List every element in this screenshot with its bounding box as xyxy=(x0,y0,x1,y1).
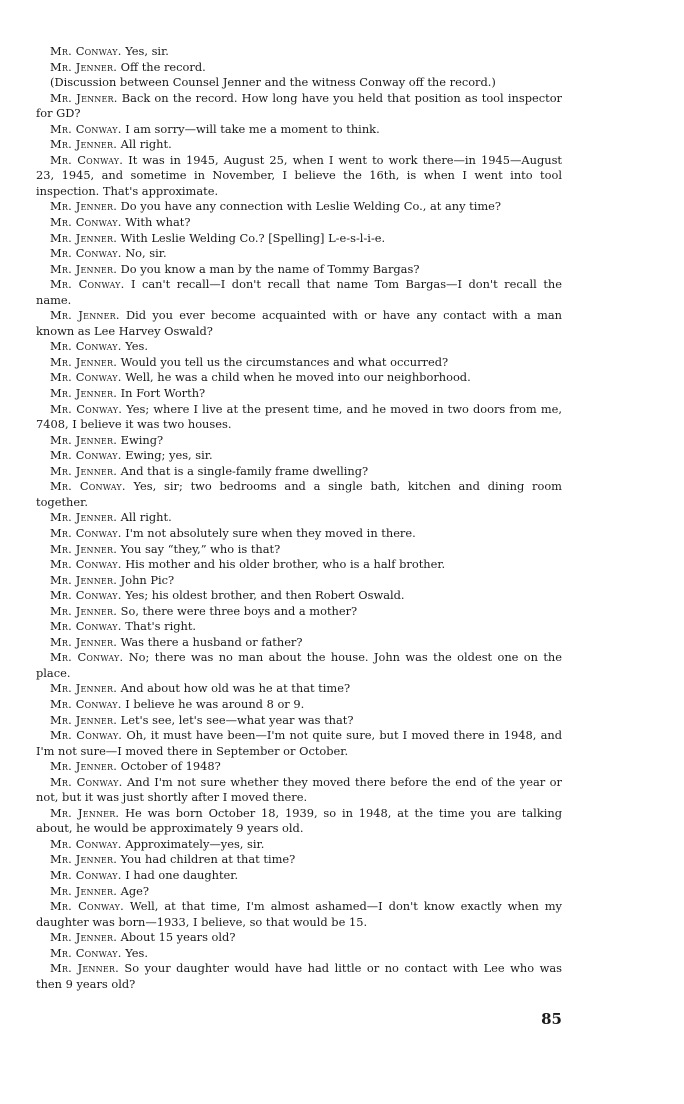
page-number: 85 xyxy=(541,1010,562,1028)
spoken-text: Back on the record. How long have you held that position as tool inspector for GD? xyxy=(36,90,562,121)
spoken-text: His mother and his older brother, who is a half brother. xyxy=(125,557,446,572)
testimony-paragraph xyxy=(36,199,562,215)
speaker-name: Mr. Jenner. xyxy=(50,59,118,74)
testimony-paragraph xyxy=(36,479,562,510)
spoken-text: Yes, sir; two bedrooms and a single bath, kitchen and dining room together. xyxy=(36,479,562,509)
spoken-text: It was in 1945, August 25, when I went to work there—in 1945—August 23, 1945, and sometime in November, I believe the 16th, is when I went into tool inspection. That's approximate. xyxy=(36,152,562,198)
speaker-name: Mr. Conway. xyxy=(50,728,123,743)
speaker-name: Mr. Jenner. xyxy=(50,510,118,525)
spoken-text: Was there a husband or father? xyxy=(120,634,303,649)
testimony-paragraph xyxy=(36,386,562,402)
testimony-paragraph xyxy=(36,619,562,635)
spoken-text: That's right. xyxy=(125,619,197,634)
speaker-name: Mr. Jenner. xyxy=(50,230,118,245)
speaker-name: Mr. Jenner. xyxy=(50,386,118,401)
spoken-text: Ewing; yes, sir. xyxy=(125,448,213,463)
speaker-name: Mr. Conway. xyxy=(50,557,122,572)
testimony-paragraph xyxy=(36,930,562,946)
testimony-transcript xyxy=(36,44,562,992)
testimony-paragraph xyxy=(36,635,562,651)
spoken-text: Well, he was a child when he moved into our neighborhood. xyxy=(125,370,471,385)
testimony-paragraph xyxy=(36,899,562,930)
speaker-name: Mr. Conway. xyxy=(50,339,122,354)
speaker-name: Mr. Jenner. xyxy=(50,261,118,276)
speaker-name: Mr. Conway. xyxy=(50,246,122,261)
speaker-name: Mr. Jenner. xyxy=(50,852,118,867)
testimony-paragraph xyxy=(36,961,562,992)
spoken-text: And about how old was he at that time? xyxy=(120,681,351,696)
speaker-name: Mr. Jenner. xyxy=(50,137,118,152)
spoken-text: Yes, sir. xyxy=(125,44,169,58)
testimony-paragraph xyxy=(36,448,562,464)
speaker-name: Mr. Conway. xyxy=(50,619,122,634)
transcript-page xyxy=(36,44,562,992)
spoken-text: About 15 years old? xyxy=(120,930,236,945)
testimony-paragraph xyxy=(36,573,562,589)
speaker-name: Mr. Conway. xyxy=(50,121,122,136)
testimony-paragraph xyxy=(36,526,562,542)
spoken-text: Approximately—yes, sir. xyxy=(125,836,265,851)
speaker-name: Mr. Jenner. xyxy=(50,308,120,323)
speaker-name: Mr. Conway. xyxy=(50,152,124,167)
testimony-paragraph xyxy=(36,946,562,962)
spoken-text: Do you have any connection with Leslie Welding Co., at any time? xyxy=(120,199,502,214)
speaker-name: Mr. Jenner. xyxy=(50,463,118,478)
testimony-paragraph xyxy=(36,402,562,433)
speaker-name: Mr. Jenner. xyxy=(50,712,118,727)
spoken-text: Yes; his oldest brother, and then Robert Oswald. xyxy=(125,588,405,603)
testimony-paragraph xyxy=(36,759,562,775)
testimony-paragraph xyxy=(36,370,562,386)
testimony-paragraph xyxy=(36,868,562,884)
spoken-text: (Discussion between Counsel Jenner and the witness Conway off the record.) xyxy=(50,75,496,90)
speaker-name: Mr. Conway. xyxy=(50,215,122,230)
testimony-paragraph xyxy=(36,44,562,60)
spoken-text: And that is a single-family frame dwelling? xyxy=(120,463,369,478)
spoken-text: So, there were three boys and a mother? xyxy=(120,603,358,618)
speaker-name: Mr. Conway. xyxy=(50,588,122,603)
spoken-text: No; there was no man about the house. John was the oldest one on the place. xyxy=(36,650,563,680)
testimony-paragraph xyxy=(36,806,562,837)
speaker-name: Mr. Jenner. xyxy=(50,805,120,820)
spoken-text: So your daughter would have had little or no contact with Lee who was then 9 years old? xyxy=(36,961,562,991)
spoken-text: I'm not absolutely sure when they moved in there. xyxy=(125,525,416,540)
testimony-paragraph xyxy=(36,262,562,278)
testimony-paragraph xyxy=(36,852,562,868)
spoken-text: Oh, it must have been—I'm not quite sure, but I moved there in 1948, and I'm not sure—I moved there in September or October. xyxy=(36,728,562,758)
testimony-paragraph xyxy=(36,681,562,697)
speaker-name: Mr. Jenner. xyxy=(50,432,118,447)
testimony-paragraph xyxy=(36,277,562,308)
spoken-text: I believe he was around 8 or 9. xyxy=(125,696,305,711)
spoken-text: I had one daughter. xyxy=(125,867,239,882)
spoken-text: I can't recall—I don't recall that name Tom Bargas—I don't recall the name. xyxy=(36,277,562,307)
spoken-text: Would you tell us the circumstances and what occurred? xyxy=(120,354,449,369)
testimony-paragraph xyxy=(36,650,562,681)
spoken-text: In Fort Worth? xyxy=(120,386,206,401)
testimony-paragraph xyxy=(36,91,562,122)
testimony-paragraph xyxy=(36,713,562,729)
spoken-text: No, sir. xyxy=(125,246,167,261)
testimony-paragraph xyxy=(36,308,562,339)
spoken-text: Yes. xyxy=(125,945,148,960)
speaker-name: Mr. Jenner. xyxy=(50,603,118,618)
testimony-paragraph xyxy=(36,837,562,853)
spoken-text: Yes; where I live at the present time, and he moved in two doors from me, 7408, I believe it was two houses. xyxy=(36,401,562,432)
spoken-text: Off the record. xyxy=(120,59,206,74)
testimony-paragraph xyxy=(36,137,562,153)
spoken-text: All right. xyxy=(120,510,172,525)
testimony-paragraph xyxy=(36,355,562,371)
speaker-name: Mr. Conway. xyxy=(50,448,122,463)
speaker-name: Mr. Conway. xyxy=(50,899,124,914)
speaker-name: Mr. Conway. xyxy=(50,836,122,851)
testimony-paragraph xyxy=(36,246,562,262)
testimony-paragraph xyxy=(36,153,562,200)
speaker-name: Mr. Jenner. xyxy=(50,681,118,696)
spoken-text: Age? xyxy=(120,883,150,898)
speaker-name: Mr. Conway. xyxy=(50,696,122,711)
spoken-text: I am sorry—will take me a moment to think. xyxy=(125,121,380,136)
testimony-paragraph xyxy=(36,588,562,604)
spoken-text: Well, at that time, I'm almost ashamed—I don't know exactly when my daughter was born—1933, I believe, so that would be 15. xyxy=(36,899,562,929)
testimony-paragraph xyxy=(36,728,562,759)
speaker-name: Mr. Jenner. xyxy=(50,541,118,556)
spoken-text: Ewing? xyxy=(120,432,164,447)
testimony-paragraph xyxy=(36,542,562,558)
testimony-paragraph xyxy=(36,775,562,806)
testimony-paragraph xyxy=(36,464,562,480)
spoken-text: With Leslie Welding Co.? [Spelling] L-e-s-l-i-e. xyxy=(120,230,386,245)
spoken-text: You say “they,” who is that? xyxy=(120,541,281,556)
spoken-text: October of 1948? xyxy=(120,759,221,774)
speaker-name: Mr. Conway. xyxy=(50,401,123,416)
speaker-name: Mr. Jenner. xyxy=(50,759,118,774)
testimony-paragraph xyxy=(36,75,562,91)
speaker-name: Mr. Jenner. xyxy=(50,90,118,105)
spoken-text: He was born October 18, 1939, so in 1948, at the time you are talking about, he would be approximately 9 years old. xyxy=(36,805,562,836)
spoken-text: Did you ever become acquainted with or have any contact with a man known as Lee Harvey Oswald? xyxy=(36,308,562,338)
speaker-name: Mr. Jenner. xyxy=(50,354,118,369)
spoken-text: Yes. xyxy=(125,339,148,354)
speaker-name: Mr. Conway. xyxy=(50,370,122,385)
speaker-name: Mr. Conway. xyxy=(50,479,126,494)
testimony-paragraph xyxy=(36,604,562,620)
speaker-name: Mr. Jenner. xyxy=(50,961,119,976)
speaker-name: Mr. Jenner. xyxy=(50,930,118,945)
testimony-paragraph xyxy=(36,884,562,900)
speaker-name: Mr. Conway. xyxy=(50,650,124,665)
testimony-paragraph xyxy=(36,557,562,573)
speaker-name: Mr. Conway. xyxy=(50,945,122,960)
speaker-name: Mr. Conway. xyxy=(50,525,122,540)
spoken-text: You had children at that time? xyxy=(120,852,296,867)
speaker-name: Mr. Jenner. xyxy=(50,199,118,214)
testimony-paragraph xyxy=(36,697,562,713)
spoken-text: All right. xyxy=(120,137,172,152)
spoken-text: Do you know a man by the name of Tommy Bargas? xyxy=(120,261,420,276)
testimony-paragraph xyxy=(36,122,562,138)
spoken-text: And I'm not sure whether they moved there before the end of the year or not, but it was just shortly after I moved there. xyxy=(36,774,562,805)
speaker-name: Mr. Jenner. xyxy=(50,883,118,898)
speaker-name: Mr. Jenner. xyxy=(50,572,118,587)
speaker-name: Mr. Jenner. xyxy=(50,634,118,649)
testimony-paragraph xyxy=(36,231,562,247)
testimony-paragraph xyxy=(36,510,562,526)
testimony-paragraph xyxy=(36,215,562,231)
testimony-paragraph xyxy=(36,60,562,76)
spoken-text: Let's see, let's see—what year was that? xyxy=(120,712,354,727)
spoken-text: John Pic? xyxy=(120,572,175,587)
speaker-name: Mr. Conway. xyxy=(50,277,125,292)
speaker-name: Mr. Conway. xyxy=(50,44,122,58)
testimony-paragraph xyxy=(36,339,562,355)
spoken-text: With what? xyxy=(125,215,191,230)
testimony-paragraph xyxy=(36,433,562,449)
speaker-name: Mr. Conway. xyxy=(50,774,123,789)
speaker-name: Mr. Conway. xyxy=(50,867,122,882)
